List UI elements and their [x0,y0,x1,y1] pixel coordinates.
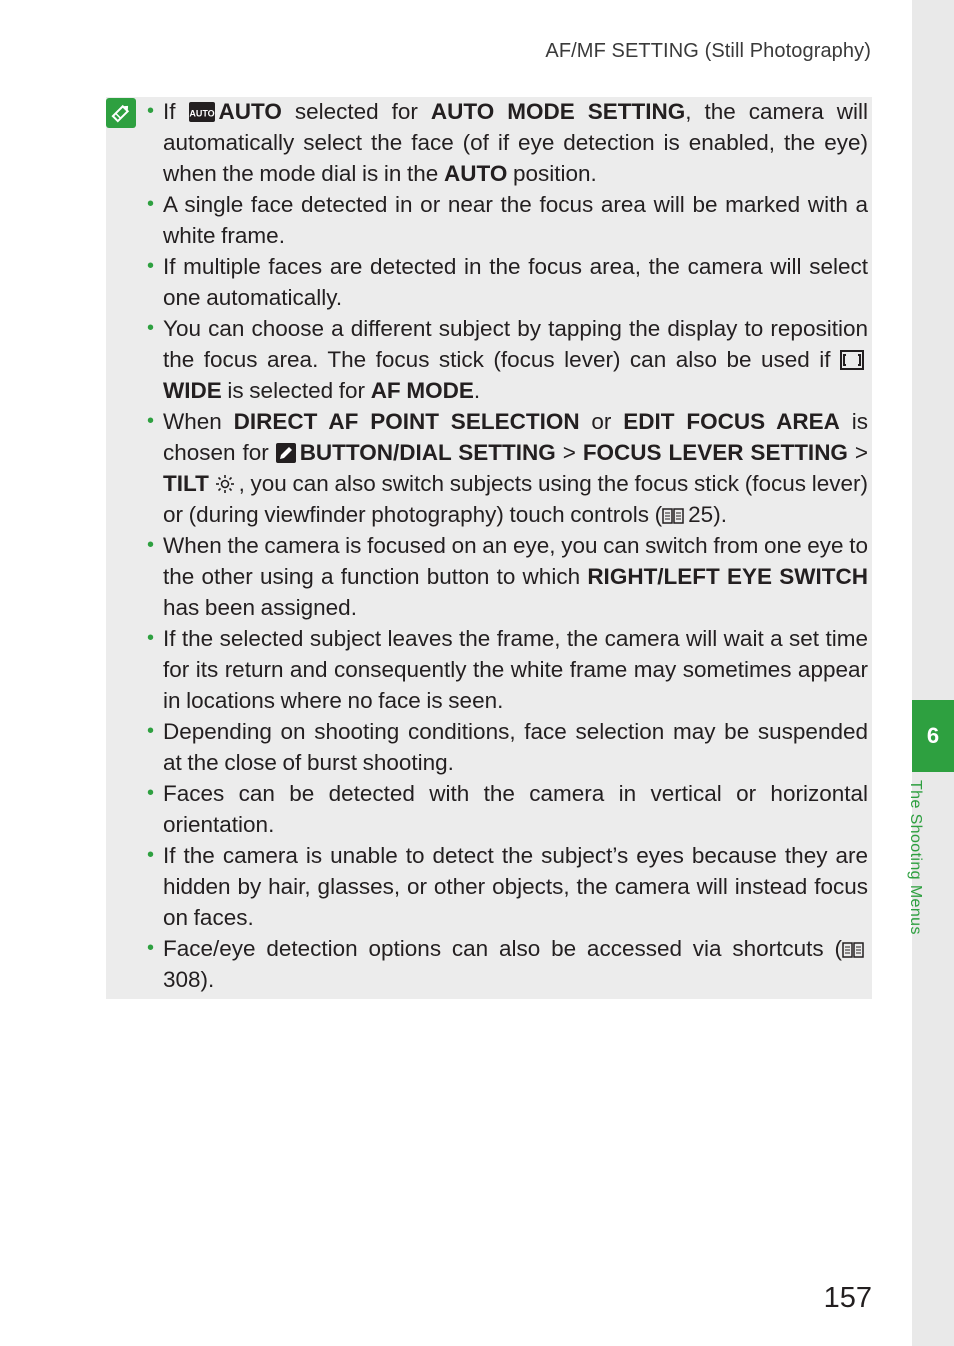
list-item: • If the selected subject leaves the frame, the camera will wait a set time for its return and consequently the white frame may sometimes appear in locations where no face is seen. [145,623,868,716]
list-item: • When DIRECT AF POINT SELECTION or EDIT FOCUS AREA is chosen for BUTTON/DIAL SETTING > FOCUS LEVER SETTING > TILT , you can also switch subjects using the focus stick (focus lever) or (during viewfinder photography) touch controls ( 25). [145,406,868,530]
list-item: • Faces can be detected with the camera in vertical or horizontal orientation. [145,778,868,840]
focus-stick-tilt-icon [215,474,235,494]
note-bullet-list [145,96,868,995]
button-dial-setting-icon [276,443,296,463]
wide-area-icon [840,350,864,370]
page-ref-link[interactable]: 308 [163,967,201,992]
auto-mode-icon [189,102,215,122]
svg-text:AUTO: AUTO [188,108,215,119]
page-number: 157 [823,1282,872,1314]
page-ref-link[interactable]: 25 [688,502,714,527]
chapter-title-vertical: The Shooting Menus [907,780,924,935]
section-header: AF/MF SETTING (Still Photography) [545,40,871,62]
note-pencil-icon [106,98,136,128]
list-item: • Face/eye detection options can also be accessed via shortcuts (308). [145,933,868,995]
list-item: • Depending on shooting conditions, face selection may be suspended at the close of burst shooting. [145,716,868,778]
list-item: • You can choose a different subject by tapping the display to reposition the focus area. The focus stick (focus lever) can also be used if WIDE is selected for AF MODE. [145,313,868,406]
chapter-side-strip [912,0,954,1346]
auto-dial-label: AUTO [443,161,508,186]
list-item: • When the camera is focused on an eye, you can switch from one eye to the other using a function button to which RIGHT/LEFT EYE SWITCH has been assigned. [145,530,868,623]
list-item: • If multiple faces are detected in the focus area, the camera will select one automatically. [145,251,868,313]
book-page-ref-icon [662,507,684,525]
list-item: • A single face detected in or near the focus area will be marked with a white frame. [145,189,868,251]
chapter-number-tab[interactable]: 6 [912,700,954,772]
book-page-ref-icon [842,941,864,959]
list-item: • If AUTO AUTO selected for AUTO MODE SETTING, the camera will automatically select the face (of if eye detection is enabled, the eye) when the mode dial is in the AUTO position. [145,96,868,189]
list-item: • If the camera is unable to detect the subject’s eyes because they are hidden by hair, glasses, or other objects, the camera will instead focus on faces. [145,840,868,933]
